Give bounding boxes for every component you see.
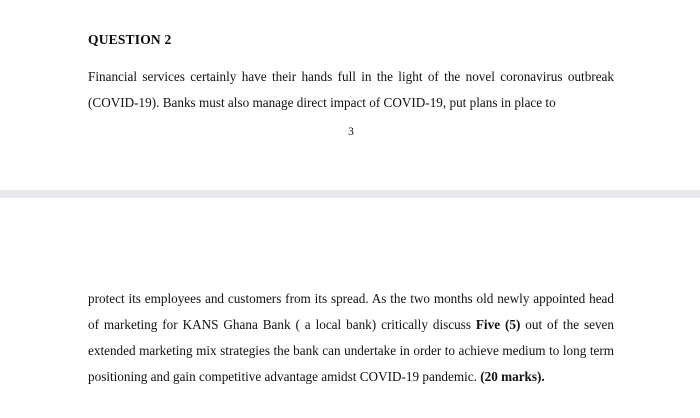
document-page-2 (0, 198, 700, 418)
page-2-top-margin (88, 198, 614, 286)
question-paragraph-part-2 (88, 286, 614, 390)
paragraph-text-2: out of the seven extended marketing mix strategies the bank can undertake in order to achieve medium to long term positioning and gain competitive advantage amidst COVID-19 pandemic. (88, 317, 614, 384)
question-paragraph-part-1: Financial services certainly have their hands full in the light of the novel coronavirus outbreak (COVID-19). Banks must also manage direct impact of COVID-19, put plans in place to (88, 69, 614, 110)
page-number: 3 (348, 126, 354, 138)
paragraph-bold-marks: (20 marks). (480, 369, 545, 384)
page-1-content (0, 0, 700, 138)
page-separator (0, 190, 700, 198)
page-2-content (0, 198, 700, 390)
paragraph-bold-five: Five (5) (475, 317, 521, 332)
document-page-1 (0, 0, 700, 190)
paragraph-text-1: protect its employees and customers from its spread. As the two months old newly appointed head of marketing for KANS Ghana Bank ( a local bank) critically discuss (88, 291, 614, 332)
question-heading: QUESTION 2 (88, 32, 172, 47)
